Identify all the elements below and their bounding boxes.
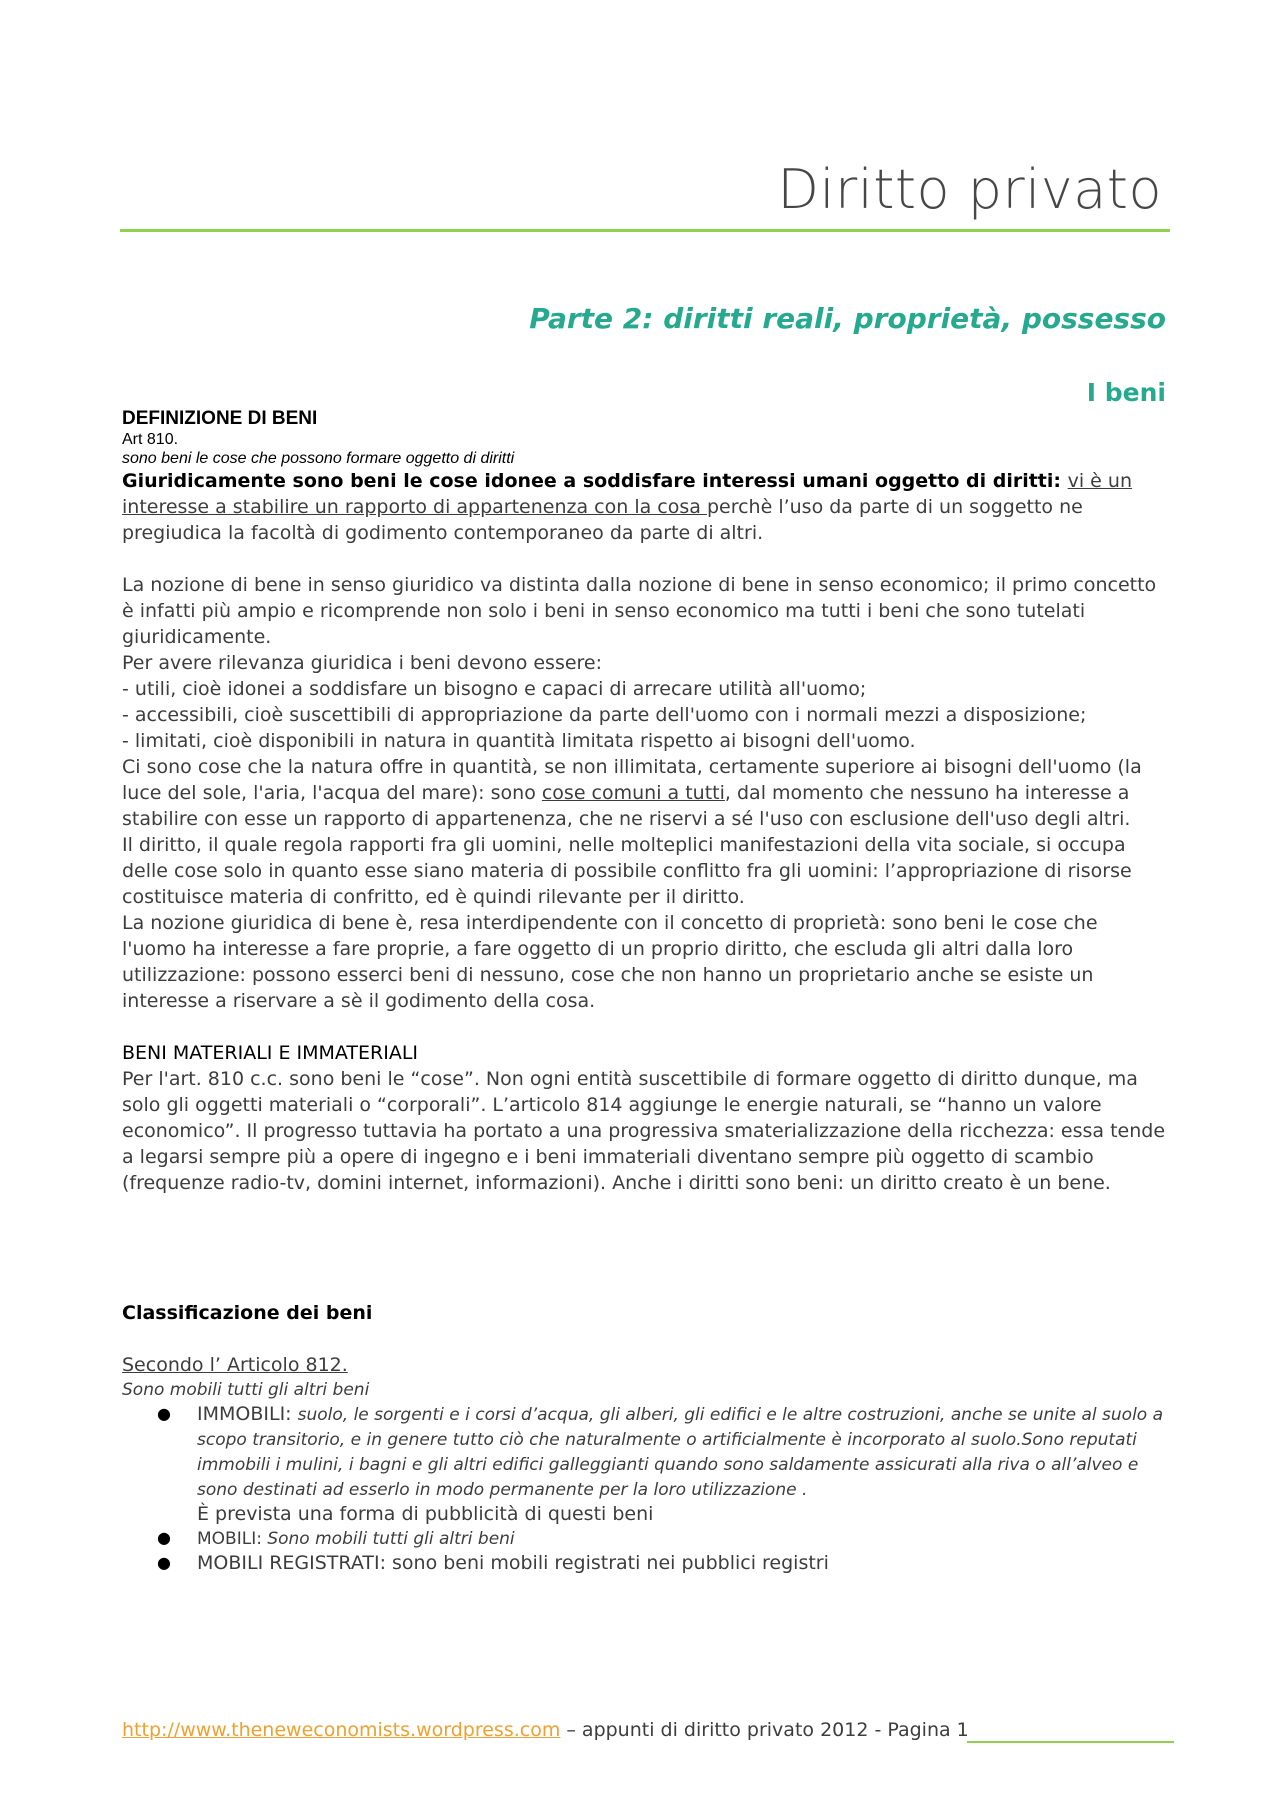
list-item-immobili (157, 1402, 1167, 1526)
body-paragraph-4: - accessibili, cioè suscettibili di appropriazione da parte dell'uomo con i normali mezzi a disposizione; (122, 704, 1087, 726)
materiali-paragraph: Per l'art. 810 c.c. sono beni le “cose”. Non ogni entità suscettibile di formare oggetto di diritto dunque, ma solo gli oggetti materiali o “corporali”. L’articolo 814 aggiunge le energie naturali, se “hanno un valore economico”. Il progresso tuttavia ha portato a una progressiva smaterializzazione della ricchezza: essa tende a legarsi sempre più a opere di ingegno e i beni immateriali diventano sempre più oggetto di scambio (frequenze radio-tv, domini internet, informazioni). Anche i diritti sono beni: un diritto creato è un bene. (122, 1068, 1166, 1194)
document-title: Diritto privato (777, 158, 1162, 221)
spacer (122, 1326, 1167, 1352)
article-ref-link: Secondo l’ Articolo 812. (122, 1354, 348, 1376)
body-paragraph-5: - limitati, cioè disponibili in natura in quantità limitata rispetto ai bisogni dell'uomo. (122, 730, 916, 752)
document-body (122, 408, 1167, 1575)
body-paragraph-6 (122, 754, 1167, 832)
body-paragraph-1: La nozione di bene in senso giuridico va distinta dalla nozione di bene in senso economico; il primo concetto è infatti più ampio e ricomprende non solo i beni in senso economico ma tutti i beni che sono tutelati giuridicamente. (122, 574, 1157, 648)
definizione-bold-sentence: Giuridicamente sono beni le cose idonee a soddisfare interessi umani oggetto di diritti: (122, 470, 1068, 492)
definizione-article: Art 810. (122, 431, 179, 448)
footer-text: – appunti di diritto privato 2012 - Pagina 1 (560, 1719, 969, 1741)
item-text: Sono mobili tutti gli altri beni (267, 1529, 515, 1549)
classificazione-list (122, 1402, 1167, 1575)
definizione-heading: DEFINIZIONE DI BENI (122, 408, 318, 429)
item-label: MOBILI: (197, 1529, 268, 1549)
definizione-rest: perchè l’uso da parte di un soggetto ne pregiudica la facoltà di godimento contemporaneo da parte di altri. (122, 496, 1083, 544)
section-title: I beni (1086, 378, 1166, 407)
item-label: MOBILI REGISTRATI: sono beni mobili registrati nei pubblici registri (197, 1552, 829, 1574)
item-extra: È prevista una forma di pubblicità di questi beni (197, 1503, 654, 1525)
classificazione-article-text: Sono mobili tutti gli altri beni (122, 1380, 370, 1400)
classificazione-heading: Classificazione dei beni (122, 1302, 373, 1324)
spacer (122, 546, 1167, 572)
part-title: Parte 2: diritti reali, proprietà, possesso (529, 302, 1166, 335)
body-p6-start: Ci sono cose che la natura offre in quantità, se non illimitata, certamente superiore ai bisogni dell'uomo (la luce del sole, l'aria, l'acqua del mare): sono (122, 756, 1142, 804)
body-paragraph-8: La nozione giuridica di bene è, resa interdipendente con il concetto di proprietà: sono beni le cose che l'uomo ha interesse a fare proprie, a fare oggetto di un proprio diritto, che escluda gli altri dalla loro utilizzazione: possono esserci beni di nessuno, cose che non hanno un proprietario anche se esiste un interesse a riservare a sè il godimento della cosa. (122, 912, 1098, 1012)
title-underline (120, 229, 1170, 232)
materiali-heading: BENI MATERIALI E IMMATERIALI (122, 1042, 419, 1064)
body-p6-end: , dal momento che nessuno ha interesse a stabilire con esse un rapporto di appartenenza, che ne riservi a sé l'uso con esclusione dell'uso degli altri. (122, 782, 1131, 830)
body-p6-underlined: cose comuni a tutti (541, 782, 725, 804)
item-text: suolo, le sorgenti e i corsi d’acqua, gli alberi, gli edifici e le altre costruzioni, anche se unite al suolo a scopo transitorio, e in genere tutto ciò che naturalmente o artificialmente è incorporato al suolo.Sono reputati immobili i mulini, i bagni e gli altri edifici galleggianti quando sono saldamente assicurati alla riva o all’alveo e sono destinati ad esserlo in modo permanente per la loro utilizzazione . (197, 1405, 1164, 1500)
item-label: IMMOBILI: (197, 1403, 298, 1425)
footer-link[interactable]: http://www.theneweconomists.wordpress.com (122, 1719, 561, 1741)
spacer (122, 1196, 1167, 1300)
classificazione-article-ref (122, 1352, 1167, 1378)
list-item-mobili-registrati (157, 1551, 1167, 1575)
body-paragraph-7: Il diritto, il quale regola rapporti fra gli uomini, nelle molteplici manifestazioni della vita sociale, si occupa delle cose solo in quanto esse siano materia di possibile conflitto fra gli uomini: l’appropriazione di risorse costituisce materia di confritto, ed è quindi rilevante per il diritto. (122, 834, 1132, 908)
body-paragraph-3: - utili, cioè idonei a soddisfare un bisogno e capaci di arrecare utilità all'uomo; (122, 678, 867, 700)
spacer (122, 1014, 1167, 1040)
definizione-paragraph (122, 468, 1167, 546)
footer-rule (967, 1741, 1174, 1743)
bullet-icon: ● (157, 1404, 171, 1423)
page-footer (122, 1719, 969, 1741)
definizione-underlined: vi è un interesse a stabilire un rapporto di appartenenza con la cosa (122, 470, 1132, 518)
bullet-icon: ● (157, 1553, 171, 1572)
body-paragraph-2: Per avere rilevanza giuridica i beni devono essere: (122, 652, 603, 674)
definizione-article-text: sono beni le cose che possono formare oggetto di diritti (122, 450, 515, 467)
list-item-mobili (157, 1526, 1167, 1551)
bullet-icon: ● (157, 1528, 171, 1547)
